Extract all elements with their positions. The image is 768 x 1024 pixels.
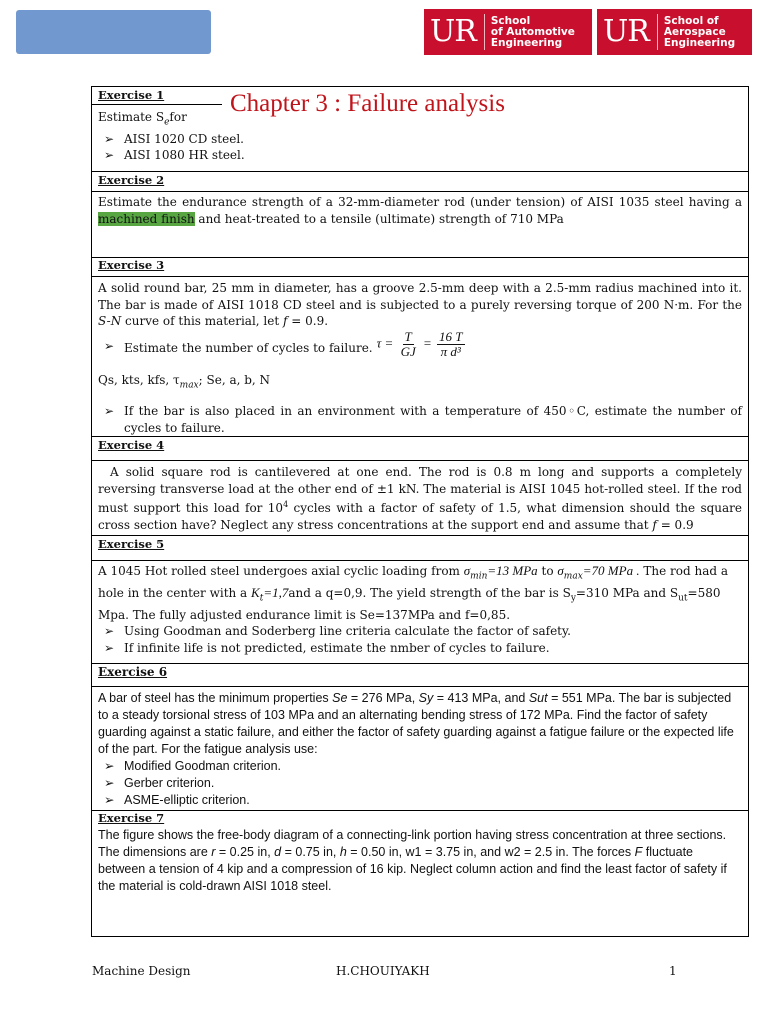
divider	[92, 257, 748, 258]
exercise-4-body: A solid square rod is cantilevered at one end. The rod is 0.8 m long and supports a completely reversing transverse load at the other end of ±1 kN. The material is AISI 1045 hot-rolled steel. If the rod must support this load for $10^4$ cycles with a factor of safety of 1.5, what dimension should the square cross section have? Neglect any stress concentrations at the support end and assume that f = 0.9	[98, 465, 743, 532]
divider	[92, 104, 222, 105]
list-item: ➢ If the bar is also placed in an environment with a temperature of 450◦C, estimate the number of cycles to failure.	[98, 403, 742, 436]
divider	[92, 191, 748, 192]
divider	[92, 810, 748, 811]
list-item: ➢ AISI 1080 HR steel.	[98, 147, 742, 164]
exercise-7-heading: Exercise 7	[98, 811, 165, 825]
list-item: ➢ AISI 1020 CD steel.	[98, 131, 742, 148]
page-title: Chapter 3 : Failure analysis	[226, 90, 509, 118]
exercise-6-body: A bar of steel has the minimum properties Se = 276 MPa, Sy = 413 MPa, and Sut = 551 MPa. The bar is subjected to a steady torsional stress of 103 MPa and an alternating bending stress of 172 MPa. Find the factor of safety guarding against a static failure, and either the factor of safety guarding against a fatigue failure or the expected life of the part. For the fatigue analysis use: ➢ Modified Goodman criterion. ➢ Gerber criterion. ➢ ASME-elliptic criterion.	[98, 690, 742, 809]
divider	[92, 535, 748, 536]
footer-page-number: 1	[669, 964, 677, 978]
exercise-7-body: The figure shows the free-body diagram of a connecting-link portion having stress concentration at three sections. The dimensions are r = 0.25 in, d = 0.75 in, h = 0.50 in, w1 = 3.75 in, and w2 = 2.5 in. The forces F fluctuate between a tension of 4 kip and a compression of 16 kip. Neglect column action and find the least factor of safety if the material is cold-drawn AISI 1018 steel.	[98, 828, 727, 893]
arrow-bullet-icon: ➢	[104, 640, 115, 655]
arrow-bullet-icon: ➢	[104, 404, 115, 418]
divider	[92, 171, 748, 172]
exercise-2-body: Estimate the endurance strength of a 32-mm-diameter rod (under tension) of AISI 1035 steel having a machined finish and heat-treated to a tensile (ultimate) strength of 710 MPa	[98, 195, 742, 226]
list-item: ➢ Gerber criterion.	[98, 775, 742, 792]
header-color-block	[16, 10, 211, 54]
exercise-3-bullet-2	[98, 403, 742, 436]
arrow-bullet-icon: ➢	[104, 793, 115, 807]
list-item: ➢ If infinite life is not predicted, estimate the nmber of cycles to failure.	[98, 640, 742, 657]
arrow-bullet-icon: ➢	[104, 131, 115, 146]
exercise-5-heading: Exercise 5	[98, 537, 165, 551]
divider	[92, 436, 748, 437]
exercise-5-body: A 1045 Hot rolled steel undergoes axial cyclic loading from $\sigma_{min}=13$ MPa to $\sigma_{max}=70$ MPa . The rod had a hole in the center with a $K_t=1,7and$ a q=0,9. The yield strength of the bar is $S_y=310$ MPa and $S_{ut}=580$ Mpa. The fully adjusted endurance limit is Se=137MPa and f=0,85. ➢ Using Goodman and Soderberg line criteria calculate the factor of safety. ➢ If infinite life is not predicted, estimate the nmber of cycles to failure.	[98, 563, 742, 656]
exercise-6-heading: Exercise 6	[98, 665, 168, 679]
logo-text: School of Automotive Engineering	[490, 14, 575, 49]
exercise-3-body: A solid round bar, 25 mm in diameter, has a groove 2.5-mm deep with a 2.5-mm radius machined into it. The bar is made of AISI 1018 CD steel and is subjected to a purely reversing torque of 200 N·m. For the S-N curve of this material, let f = 0.9.	[98, 281, 742, 328]
divider	[92, 686, 748, 687]
ur-automotive-logo	[424, 9, 592, 55]
list-item: ➢ ASME-elliptic criterion.	[98, 792, 742, 809]
arrow-bullet-icon: ➢	[104, 759, 115, 773]
exercise-3-quantities: Qs, kts, kfs, $\tau_{max}$; Se, a, b, N	[98, 373, 271, 391]
list-item: ➢ Estimate the number of cycles to failure. τ = $\frac{T}{GJ}$ = $\frac{16 T}{\text{π d³}}$	[98, 338, 742, 359]
divider	[92, 276, 748, 277]
list-item: ➢ Using Goodman and Soderberg line criteria calculate the factor of safety.	[98, 623, 742, 640]
divider	[92, 560, 748, 561]
arrow-bullet-icon: ➢	[104, 624, 115, 639]
highlighted-text: machined finish	[98, 211, 195, 226]
exercise-2-heading: Exercise 2	[98, 173, 165, 187]
divider	[92, 460, 748, 461]
footer-author: H.CHOUIYAKH	[336, 964, 430, 978]
ur-logo-mark: UR	[424, 14, 485, 50]
arrow-bullet-icon: ➢	[104, 776, 115, 790]
footer-course: Machine Design	[92, 964, 191, 978]
arrow-bullet-icon: ➢	[104, 339, 115, 353]
exercise-table	[91, 86, 749, 937]
logo-text: School of Aerospace Engineering	[663, 14, 736, 49]
exercise-1-body: Estimate $S_efor$ ➢ AISI 1020 CD steel. ➢ AISI 1080 HR steel.	[98, 109, 742, 164]
ur-aerospace-logo	[597, 9, 752, 55]
list-item: ➢ Modified Goodman criterion.	[98, 758, 742, 775]
exercise-4-heading: Exercise 4	[98, 438, 165, 452]
divider	[92, 663, 748, 664]
shear-stress-formula: τ = $\frac{T}{GJ}$ = $\frac{16 T}{\text{π d³}}$	[376, 329, 463, 359]
exercise-1-heading: Exercise 1	[98, 88, 165, 102]
exercise-3-heading: Exercise 3	[98, 258, 165, 272]
ur-logo-mark: UR	[597, 14, 658, 50]
exercise-3-bullet-1	[98, 329, 742, 359]
arrow-bullet-icon: ➢	[104, 148, 115, 163]
